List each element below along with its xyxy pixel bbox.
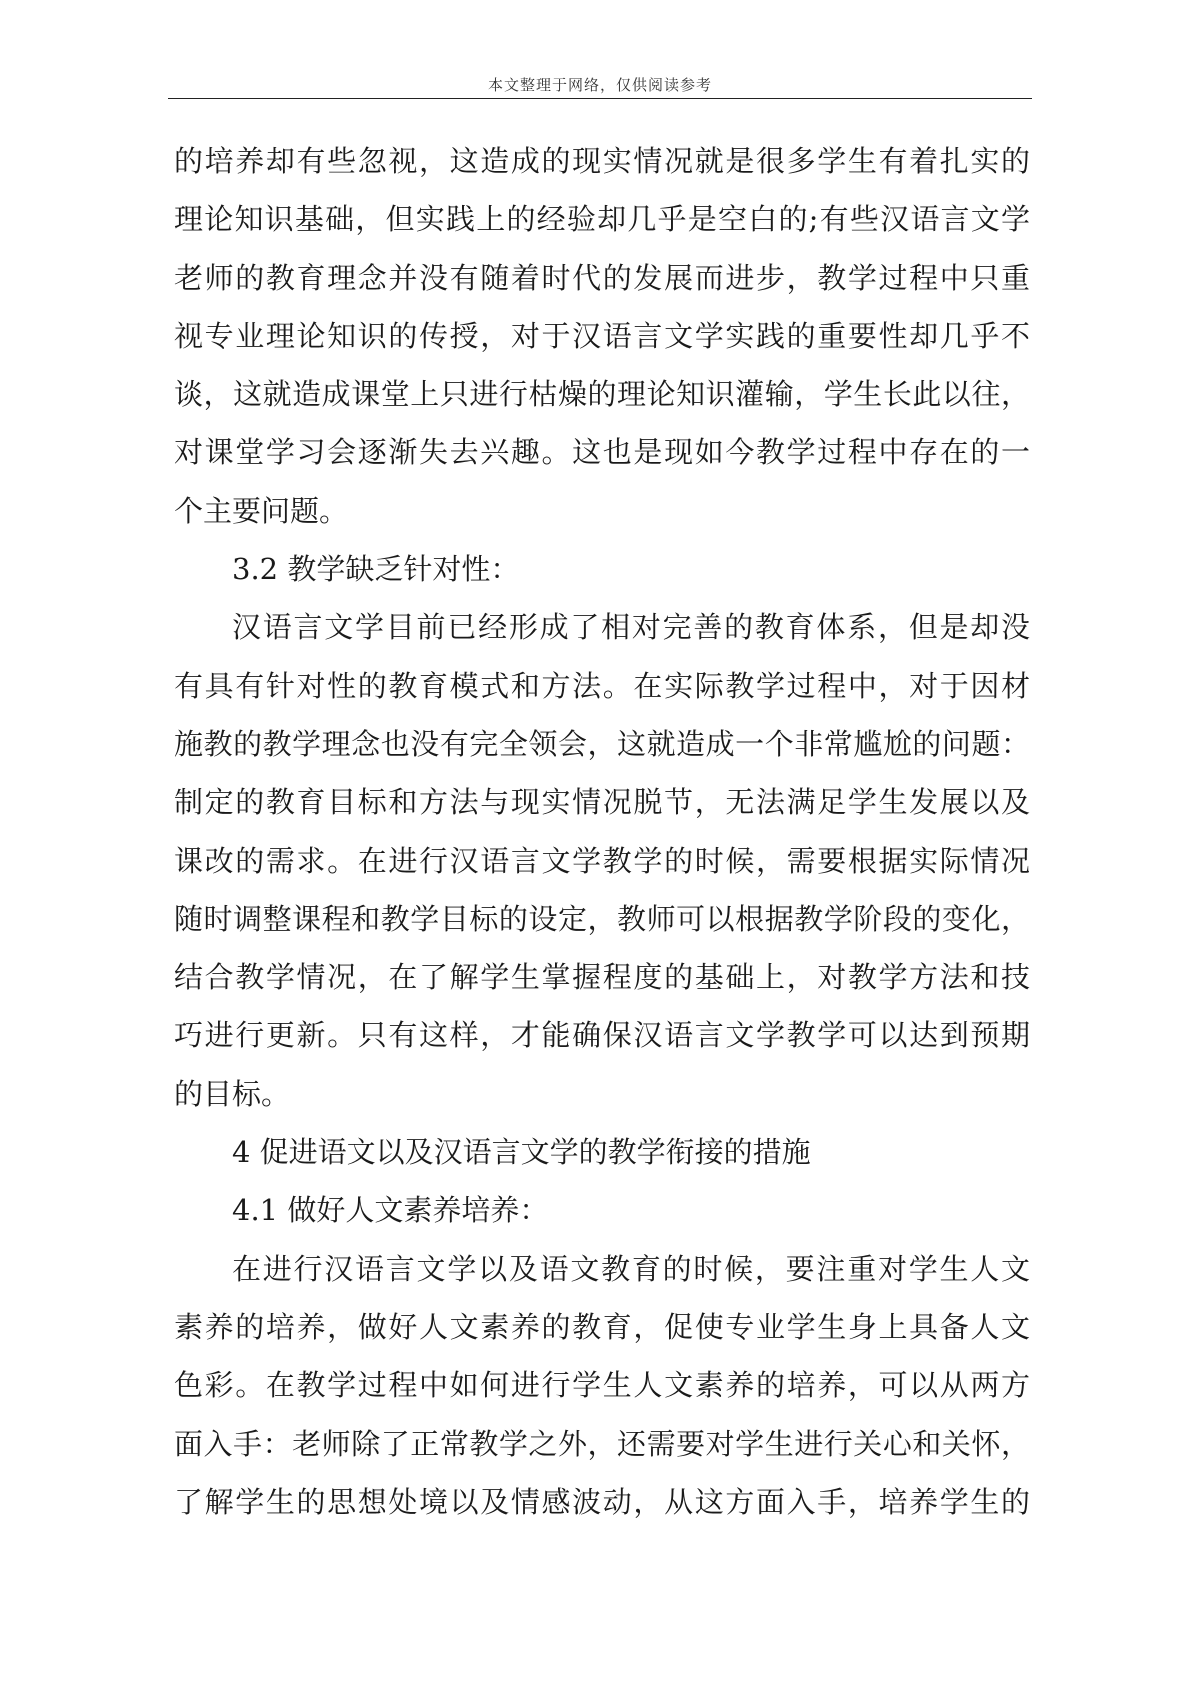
text-line: 理论知识基础，但实践上的经验却几乎是空白的;有些汉语言文学 [174, 202, 1030, 237]
text-line: 汉语言文学目前已经形成了相对完善的教育体系，但是却没 [232, 610, 1030, 645]
text-line: 课改的需求。在进行汉语言文学教学的时候，需要根据实际情况 [174, 843, 1030, 878]
text-line: 结合教学情况，在了解学生掌握程度的基础上，对教学方法和技 [174, 960, 1030, 995]
text-line: 4.1 做好人文素养培养： [232, 1193, 549, 1228]
text-line: 老师的教育理念并没有随着时代的发展而进步，教学过程中只重 [174, 260, 1030, 295]
text-line: 巧进行更新。只有这样，才能确保汉语言文学教学可以达到预期 [174, 1018, 1030, 1053]
text-line: 视专业理论知识的传授，对于汉语言文学实践的重要性却几乎不 [174, 318, 1030, 353]
text-line: 3.2 教学缺乏针对性： [232, 552, 520, 587]
text-line: 了解学生的思想处境以及情感波动，从这方面入手，培养学生的 [174, 1484, 1030, 1519]
text-line: 随时调整课程和教学目标的设定，教师可以根据教学阶段的变化， [174, 901, 1030, 936]
text-line: 的培养却有些忽视，这造成的现实情况就是很多学生有着扎实的 [174, 144, 1030, 178]
text-line: 在进行汉语言文学以及语文教育的时候，要注重对学生人文 [232, 1251, 1030, 1286]
header-divider [168, 98, 1032, 99]
page-header: 本文整理于网络，仅供阅读参考 [487, 76, 712, 94]
text-line: 制定的教育目标和方法与现实情况脱节，无法满足学生发展以及 [174, 785, 1030, 820]
text-line: 谈，这就造成课堂上只进行枯燥的理论知识灌输，学生长此以往， [174, 377, 1030, 412]
text-line: 的目标。 [174, 1076, 291, 1111]
text-line: 素养的培养，做好人文素养的教育，促使专业学生身上具备人文 [174, 1309, 1030, 1344]
text-line: 个主要问题。 [174, 493, 349, 528]
text-line: 色彩。在教学过程中如何进行学生人文素养的培养，可以从两方 [174, 1368, 1030, 1403]
text-line: 4 促进语文以及汉语言文学的教学衔接的措施 [232, 1135, 811, 1170]
text-line: 对课堂学习会逐渐失去兴趣。这也是现如今教学过程中存在的一 [174, 435, 1030, 470]
text-line: 有具有针对性的教育模式和方法。在实际教学过程中，对于因材 [174, 668, 1030, 703]
text-line: 施教的教学理念也没有完全领会，这就造成一个非常尴尬的问题： [174, 726, 1030, 761]
text-line: 面入手：老师除了正常教学之外，还需要对学生进行关心和关怀， [174, 1426, 1030, 1461]
document-body [174, 132, 1030, 1531]
